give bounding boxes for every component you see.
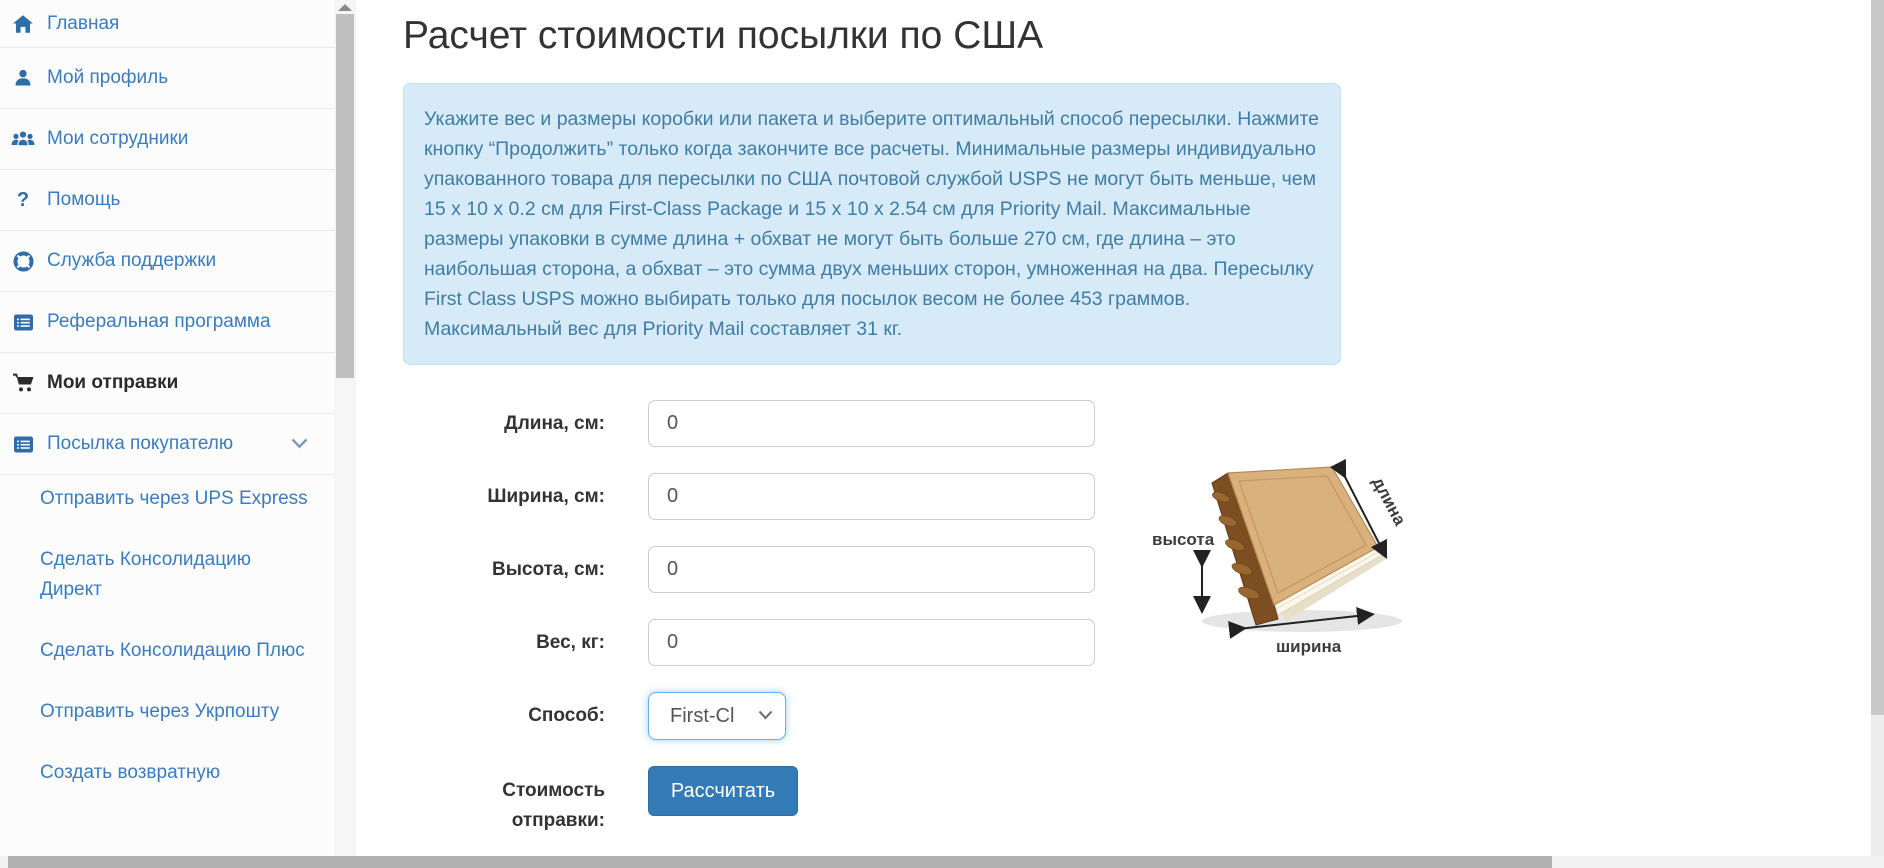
sidebar-item-home[interactable] bbox=[0, 0, 334, 48]
sidebar-subnav bbox=[0, 484, 334, 788]
sidebar-subitem-consolidation-direct[interactable]: Сделать Консолидацию Директ bbox=[40, 549, 251, 600]
sidebar-item-help[interactable] bbox=[0, 170, 334, 231]
question-icon: ? bbox=[16, 188, 30, 211]
list-icon bbox=[10, 435, 36, 454]
chevron-down-icon bbox=[291, 433, 308, 455]
sidebar-subitem-consolidation-plus[interactable]: Сделать Консолидацию Плюс bbox=[40, 640, 305, 661]
life-ring-icon bbox=[10, 251, 36, 272]
sidebar-item-profile[interactable] bbox=[0, 48, 334, 109]
info-text: Укажите вес и размеры коробки или пакета и выберите оптимальный способ пересылки. Нажмите кнопку “Продолжить” только когда закончите все расчеты. Минимальные размеры индивидуально упакованного товара для пересылки по США почтовой службой USPS не могут быть меньше, чем 15 x 10 x 0.2 см для First-Class Package и 15 x 10 x 2.54 см для Priority Mail. Максимальные размеры упаковки в сумме длина + обхват не могут быть больше 270 см, где длина – это наибольшая сторона, а обхват – это сумма двух меньших сторон, умноженная на два. Пересылку First Class USPS можно выбирать только для посылок весом не более 453 граммов. Максимальный вес для Priority Mail составляет 31 кг. bbox=[424, 108, 1320, 340]
sidebar-scrollbar[interactable] bbox=[334, 0, 356, 868]
weight-label: Вес, кг: bbox=[536, 632, 605, 653]
sidebar-item-label: Посылка покупателю bbox=[47, 433, 234, 454]
height-input[interactable] bbox=[648, 546, 1095, 593]
sidebar-subitem-ups-express[interactable]: Отправить через UPS Express bbox=[40, 488, 308, 509]
info-box bbox=[403, 83, 1341, 365]
width-label: Ширина, см: bbox=[487, 486, 605, 507]
sidebar-item-label: Главная bbox=[47, 12, 120, 34]
sidebar-subitem-ukrposhta[interactable]: Отправить через Укрпошту bbox=[40, 701, 280, 722]
page-vertical-scrollbar[interactable] bbox=[1871, 0, 1884, 856]
calculate-button[interactable]: Рассчитать bbox=[648, 766, 798, 816]
page-horizontal-scrollbar-thumb[interactable] bbox=[8, 856, 1552, 868]
sidebar-item-support[interactable] bbox=[0, 231, 334, 292]
selected-method: First-Cl bbox=[670, 704, 735, 727]
list-icon bbox=[10, 313, 36, 332]
users-icon bbox=[10, 129, 36, 149]
sidebar-item-label: Помощь bbox=[47, 189, 121, 210]
main-content bbox=[356, 0, 1862, 856]
home-icon bbox=[10, 14, 36, 34]
form-row-weight bbox=[403, 619, 1862, 666]
shipping-method-select[interactable] bbox=[648, 692, 786, 740]
sidebar-item-label: Мои сотрудники bbox=[47, 128, 189, 149]
height-label: Высота, см: bbox=[491, 559, 605, 580]
sidebar-item-label: Служба поддержки bbox=[47, 250, 217, 271]
form-row-length bbox=[403, 400, 1862, 447]
shipping-cost-label: Стоимость отправки: bbox=[502, 780, 605, 831]
parcel-calc-form bbox=[403, 400, 1862, 836]
sidebar-subitem-return[interactable]: Создать возвратную bbox=[40, 762, 221, 783]
user-icon bbox=[10, 68, 36, 88]
length-dim-label: длина bbox=[1368, 473, 1410, 529]
scroll-up-arrow-icon[interactable] bbox=[338, 4, 352, 11]
package-dimensions-figure bbox=[1150, 437, 1485, 665]
form-row-width bbox=[403, 473, 1862, 520]
sidebar-item-label: Реферальная программа bbox=[47, 311, 271, 332]
page-horizontal-scrollbar[interactable] bbox=[0, 856, 1884, 868]
height-dim-label: высота bbox=[1152, 530, 1215, 549]
length-label: Длина, см: bbox=[504, 413, 605, 434]
method-label: Способ: bbox=[528, 705, 605, 726]
sidebar-item-label: Мои отправки bbox=[47, 372, 179, 393]
cart-icon bbox=[10, 373, 36, 393]
sidebar bbox=[0, 0, 334, 868]
page-vertical-scrollbar-thumb[interactable] bbox=[1871, 0, 1884, 715]
sidebar-item-referral[interactable] bbox=[0, 292, 334, 353]
width-dim-label: ширина bbox=[1276, 637, 1342, 656]
sidebar-item-label: Мой профиль bbox=[47, 67, 169, 88]
page-title: Расчет стоимости посылки по США bbox=[403, 14, 1044, 57]
form-row-method bbox=[403, 692, 1862, 740]
sidebar-nav bbox=[0, 0, 334, 475]
select-chevron-down-icon bbox=[758, 707, 773, 725]
weight-input[interactable] bbox=[648, 619, 1095, 666]
sidebar-item-my-shipments[interactable] bbox=[0, 353, 334, 414]
sidebar-scrollbar-thumb[interactable] bbox=[336, 14, 354, 378]
width-input[interactable] bbox=[648, 473, 1095, 520]
form-row-cost bbox=[403, 766, 1862, 836]
form-row-height bbox=[403, 546, 1862, 593]
sidebar-item-employees[interactable] bbox=[0, 109, 334, 170]
length-input[interactable] bbox=[648, 400, 1095, 447]
sidebar-item-parcel-to-buyer[interactable] bbox=[0, 414, 334, 475]
